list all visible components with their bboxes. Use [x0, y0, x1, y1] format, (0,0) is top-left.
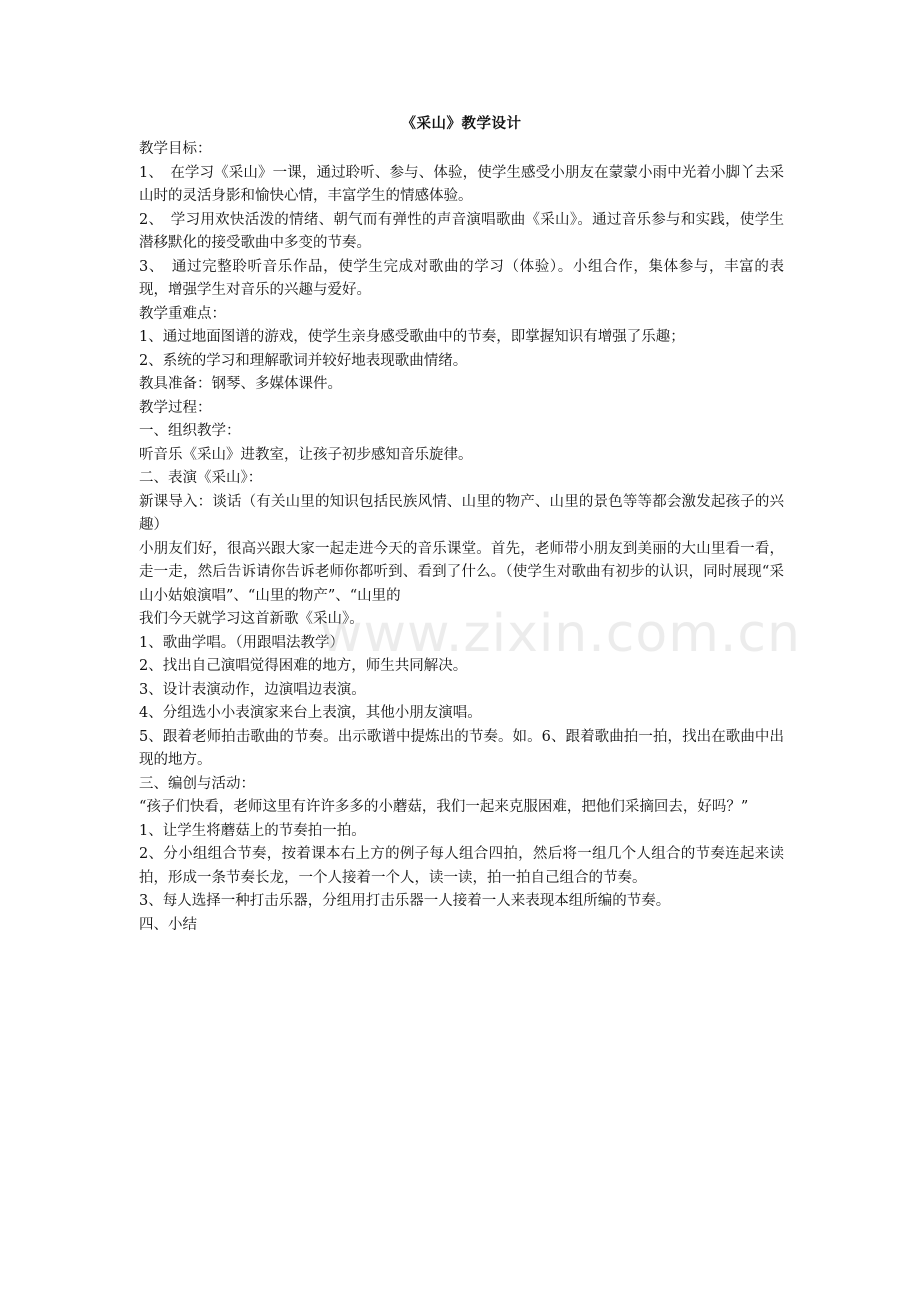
objective-item-3: 3、 通过完整聆听音乐作品，使学生完成对歌曲的学习（体验）。小组合作，集体参与，丰富的表现，增强学生对音乐的兴趣与爱好。	[139, 258, 784, 298]
section-heading-process: 教学过程：	[139, 399, 212, 416]
section-heading-key-points: 教学重难点：	[139, 305, 226, 322]
key-point-item-2: 2、系统的学习和理解歌词并较好地表现歌曲情绪。	[139, 352, 468, 369]
list-item: 2、找出自己演唱觉得困难的地方，师生共同解决。	[139, 658, 468, 674]
key-point-item-1: 1、通过地面图谱的游戏，使学生亲身感受歌曲中的节奏，即掌握知识有增强了乐趣；	[139, 329, 685, 345]
section-heading-objectives: 教学目标：	[139, 141, 212, 157]
paragraph: 新课导入：谈话（有关山里的知识包括民族风情、山里的物产、山里的景色等等都会激发起孩子的兴趣）	[139, 493, 784, 533]
objective-item-1: 1、 在学习《采山》一课，通过聆听、参与、体验，使学生感受小朋友在蒙蒙小雨中光着小脚丫去采山时的灵活身影和愉快心情，丰富学生的情感体验。	[139, 164, 784, 204]
document-title: 《采山》教学设计	[401, 116, 522, 132]
list-item: 1、歌曲学唱。（用跟唱法教学）	[139, 634, 344, 651]
watermark: www.zixin.com.cn	[320, 604, 801, 664]
step-heading-3: 三、编创与活动：	[139, 775, 255, 792]
objective-item-2: 2、 学习用欢快活泼的情绪、朝气而有弹性的声音演唱歌曲《采山》。通过音乐参与和实践，使学生潜移默化的接受歌曲中多变的节奏。	[139, 211, 784, 251]
paragraph: 我们今天就学习这首新歌《采山》。	[139, 611, 364, 627]
step-heading-1: 一、组织教学：	[139, 423, 241, 439]
list-item: 5、跟着老师拍击歌曲的节奏。出示歌谱中提炼出的节奏。如。6、跟着歌曲拍一拍，找出在歌曲中出现的地方。	[139, 728, 784, 768]
document-body	[139, 138, 784, 937]
paragraph: 听音乐《采山》进教室，让孩子初步感知音乐旋律。	[139, 446, 473, 463]
paragraph: 小朋友们好，很高兴跟大家一起走进今天的音乐课堂。首先，老师带小朋友到美丽的大山里看一看，走一走，然后告诉请你告诉老师你都听到、看到了什么。（使学生对歌曲有初步的认识，同时展现“采山小姑娘演唱”、“山里的物产”、“山里的	[139, 540, 784, 604]
document-page	[139, 112, 784, 937]
list-item: 3、每人选择一种打击乐器，分组用打击乐器一人接着一人来表现本组所编的节奏。	[139, 893, 671, 909]
list-item: 3、设计表演动作，边演唱边表演。	[139, 681, 366, 698]
list-item: 2、分小组组合节奏，按着课本右上方的例子每人组合四拍，然后将一组几个人组合的节奏连起来读拍，形成一条节奏长龙，一个人接着一个人，读一读，拍一拍自己组合的节奏。	[139, 846, 784, 886]
teaching-aids: 教具准备：钢琴、多媒体课件。	[139, 376, 342, 392]
step-heading-2: 二、表演《采山》：	[139, 470, 263, 486]
paragraph: “孩子们快看，老师这里有许许多多的小蘑菇，我们一起来克服困难，把他们采摘回去，好吗？”	[139, 799, 749, 815]
step-heading-4: 四、小结	[139, 916, 197, 933]
list-item: 4、分组选小小表演家来台上表演，其他小朋友演唱。	[139, 705, 482, 721]
list-item: 1、让学生将蘑菇上的节奏拍一拍。	[139, 822, 366, 839]
